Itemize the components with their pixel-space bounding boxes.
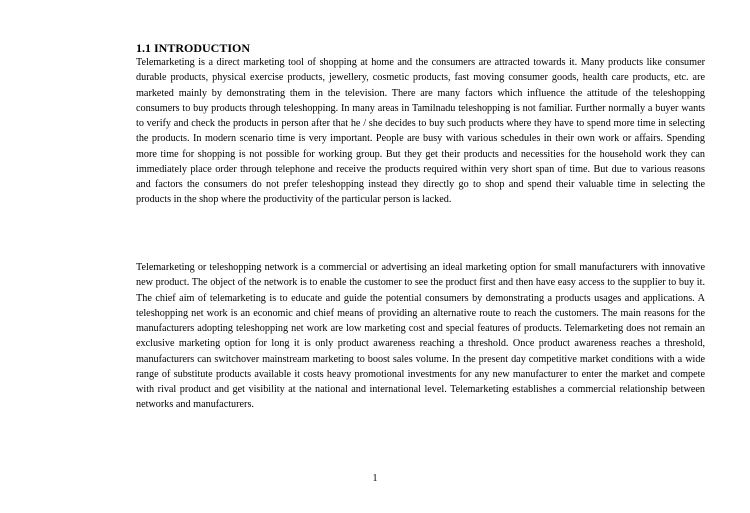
body-paragraph-2: Telemarketing or teleshopping network is a commercial or advertising an ideal marketing option for small manufacturers with innovative new product. The object of the network is to enable the customer to see the product first and then have easy access to the supplier to buy it. The chief aim of telemarketing is to educate and guide the potential consumers by demonstrating a products usages and applications. A teleshopping net work is an economic and chief means of providing an alternative route to reach the customers. The main reasons for the manufacturers adopting teleshopping net work are low marketing cost and special features of products. Telemarketing does not remain an exclusive marketing option for long it is only product awareness reaching a threshold. Once product awareness reaches a threshold, manufacturers can switchover mainstream marketing to boost sales volume. In the present day competitive market conditions with a wide range of substitute products available it costs heavy promotional investments for any new manufacturer to enter the market and compete with rival product and get visibility at the national and international level. Telemarketing establishes a commercial relationship between networks and manufacturers. — [136, 262, 705, 411]
page-number: 1 — [372, 473, 378, 484]
section-heading: 1.1 INTRODUCTION — [136, 41, 251, 55]
body-paragraph-1: Telemarketing is a direct marketing tool of shopping at home and the consumers are attracted towards it. Many products like consumer durable products, physical exercise products, jewellery, cosmetic products, fast moving consumer goods, health care products, etc. are marketed mainly by demonstrating them in the television. There are many factors which influence the attitude of the teleshopping consumers to buy products through teleshopping. In many areas in Tamilnadu teleshopping is not familiar. Further normally a buyer wants to verify and check the products in person after that he / she decides to buy such products where they have to spend more time in selecting the products. In modern scenario time is very important. People are busy with various schedules in their own work or affairs. Spending more time for shopping is not possible for working group. But they get their products and necessities for the household work they can immediately place order through telephone and receive the products required within very short span of time. But due to various reasons and factors the consumers do not prefer teleshopping instead they directly go to shop and spend their valuable time in selecting the products in the shop where the productivity of the particular person is lacked. — [136, 57, 705, 206]
